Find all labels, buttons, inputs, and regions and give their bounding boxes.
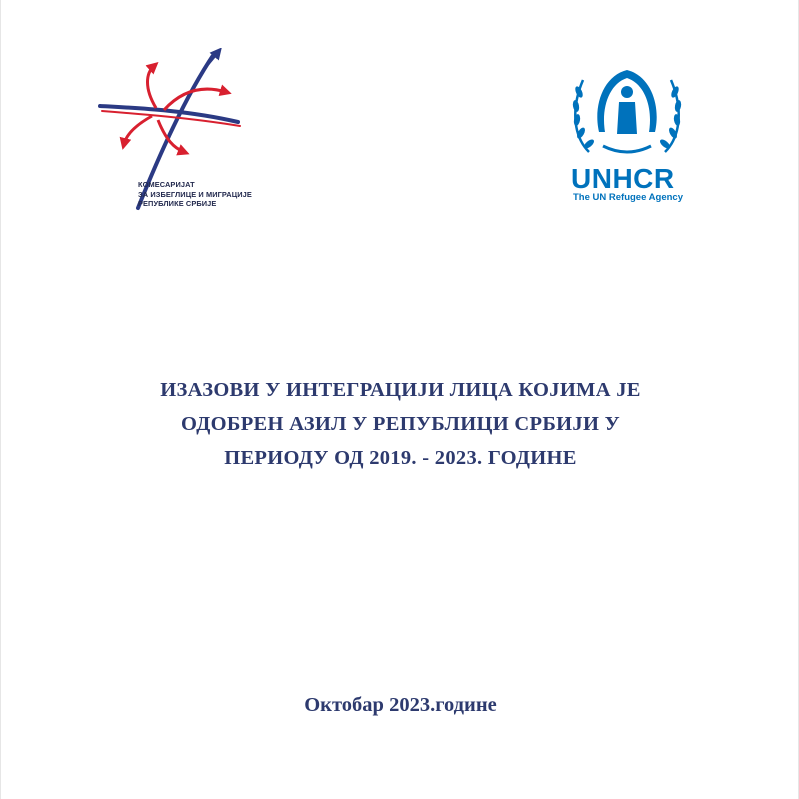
- title-line-1: ИЗАЗОВИ У ИНТЕГРАЦИЈИ ЛИЦА КОЈИМА ЈЕ: [160, 379, 641, 401]
- commissariat-logo: [96, 48, 256, 213]
- caption-line-2: ЗА ИЗБЕГЛИЦЕ И МИГРАЦИЈЕ: [138, 189, 252, 199]
- commissariat-caption: [138, 180, 252, 209]
- caption-line-1: КОМЕСАРИЈАТ: [138, 180, 195, 189]
- caption-line-3: РЕПУБЛИКЕ СРБИЈЕ: [138, 199, 217, 208]
- unhcr-wordmark: UNHCR: [571, 163, 675, 194]
- title-line-2: ОДОБРЕН АЗИЛ У РЕПУБЛИЦИ СРБИЈИ У: [181, 413, 620, 435]
- document-date: Октобар 2023.године: [304, 694, 497, 716]
- unhcr-tagline: The UN Refugee Agency: [573, 192, 683, 203]
- title-line-3: ПЕРИОДУ ОД 2019. - 2023. ГОДИНЕ: [224, 447, 577, 469]
- unhcr-hands-laurel-icon: [569, 62, 685, 162]
- document-title: [61, 373, 740, 475]
- unhcr-logo: [563, 62, 693, 207]
